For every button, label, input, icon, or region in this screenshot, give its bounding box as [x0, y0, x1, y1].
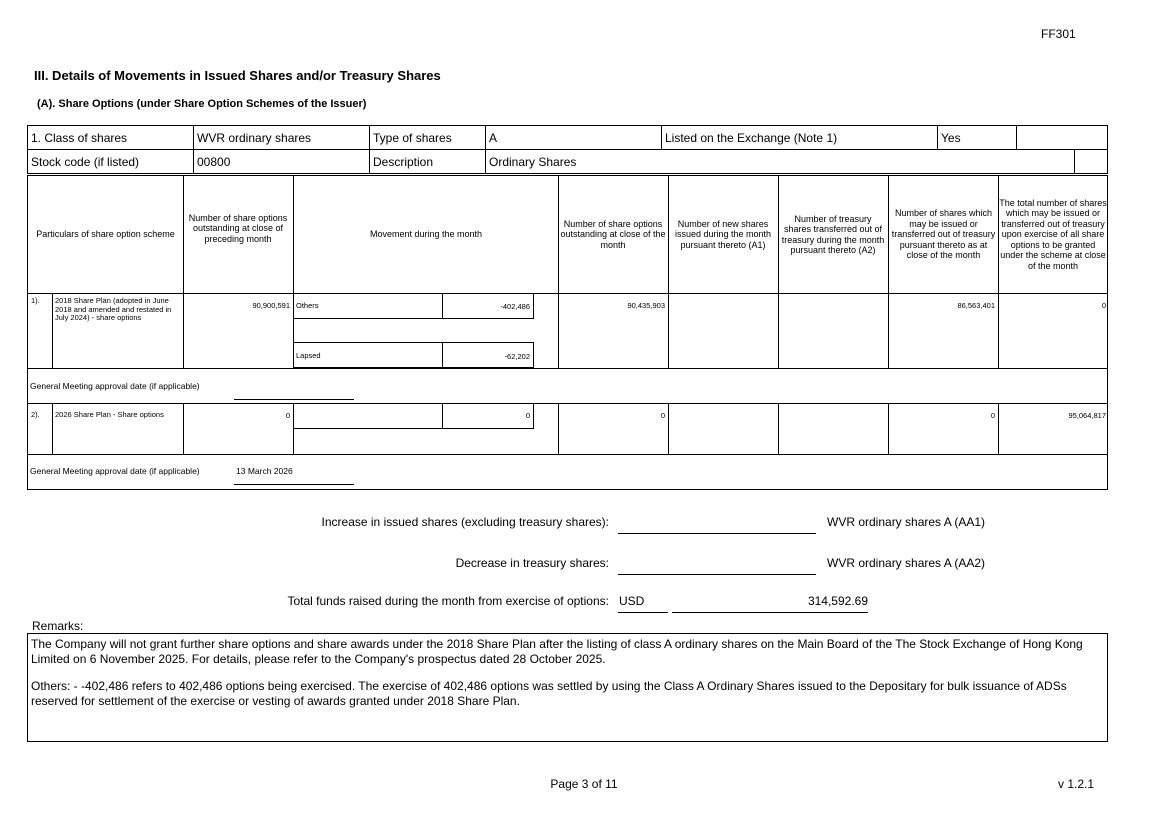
description-value: Ordinary Shares [485, 150, 1074, 173]
general-meeting-date: 13 March 2026 [236, 466, 293, 476]
movement-value: 0 [525, 411, 530, 420]
class-of-shares-value: WVR ordinary shares [193, 126, 369, 149]
scheme-outstanding-prev: 90,900,591 [252, 301, 290, 310]
movement-type: Lapsed [296, 351, 321, 360]
total-funds-currency: USD [619, 594, 645, 608]
scheme-may-be-issued: 86,563,401 [957, 301, 995, 310]
decrease-treasury-shares-label: Decrease in treasury shares: [455, 556, 609, 570]
scheme-index: 1). [31, 296, 40, 305]
header-movement: Movement during the month [369, 229, 483, 240]
stock-code-label: Stock code (if listed) [31, 155, 140, 169]
total-funds-value: 314,592.69 [807, 594, 868, 608]
header-total-number: The total number of shares which may be issued or transferred out of treasury upon exercise of all share options to be granted under the scheme at close of the month [999, 197, 1107, 271]
header-may-be-issued: Number of shares which may be issued or transferred out of treasury pursuant thereto as at close of the month [891, 208, 996, 261]
type-of-shares-label: Type of shares [369, 126, 485, 149]
scheme-may-be-issued: 0 [990, 411, 995, 420]
header-outstanding-prev: Number of share options outstanding at close of preceding month [188, 212, 288, 244]
movement-type-box [293, 403, 443, 429]
header-particulars: Particulars of share option scheme [36, 229, 175, 240]
header-new-shares: Number of new shares issued during the month pursuant thereto (A1) [674, 218, 772, 250]
increase-issued-shares-label: Increase in issued shares (excluding treasury shares): [321, 515, 609, 529]
movement-value: -62,202 [504, 352, 530, 361]
form-code: FF301 [1041, 27, 1076, 41]
stock-code-value: 00800 [193, 150, 369, 173]
subsection-title: (A). Share Options (under Share Option Schemes of the Issuer) [37, 98, 367, 110]
listed-on-exchange-value: Yes [937, 126, 1016, 149]
section-title: III. Details of Movements in Issued Shares and/or Treasury Shares [34, 68, 441, 83]
scheme-total-number: 95,064,817 [1068, 411, 1106, 420]
stock-code-row [27, 149, 1108, 174]
increase-issued-shares-unit: WVR ordinary shares A (AA1) [827, 515, 986, 529]
listed-on-exchange-label: Listed on the Exchange (Note 1) [661, 126, 937, 149]
scheme-index: 2). [31, 410, 40, 419]
header-outstanding-close: Number of share options outstanding at close of the month [560, 218, 666, 250]
remarks-box [27, 633, 1108, 742]
scheme-outstanding-prev: 0 [285, 411, 290, 420]
scheme-outstanding-close: 0 [660, 411, 665, 420]
total-funds-label: Total funds raised during the month from exercise of options: [287, 594, 609, 608]
remarks-paragraph: Others: - -402,486 refers to 402,486 options being exercised. The exercise of 402,486 options was settled by using the Class A Ordinary Shares issued to the Depositary for bulk issuance of ADSs reserved for settlement of the exercise or vesting of awards granted under 2018 Share Plan. [31, 679, 1067, 708]
version-label: v 1.2.1 [1058, 777, 1095, 791]
general-meeting-label: General Meeting approval date (if applicable) [30, 381, 200, 391]
description-label: Description [369, 150, 485, 173]
remarks-paragraph: The Company will not grant further share options and share awards under the 2018 Share Plan after the listing of class A ordinary shares on the Main Board of the The Stock Exchange of Hong Kong Limited on 6 November 2025. For details, please refer to the Company's prospectus dated 28 October 2025. [31, 637, 1083, 666]
share-options-table [27, 175, 1108, 490]
class-of-shares-row [27, 125, 1108, 150]
movement-type: Others [296, 301, 319, 310]
header-treasury-transferred: Number of treasury shares transferred out of treasury during the month pursuant thereto (A2) [781, 213, 885, 255]
scheme-name: 2018 Share Plan (adopted in June 2018 and amended and restated in July 2024) - share options [55, 296, 172, 322]
scheme-total-number: 0 [1101, 301, 1106, 310]
type-of-shares-value: A [485, 126, 661, 149]
blank-cell [1074, 150, 1109, 173]
remarks-label: Remarks: [32, 619, 84, 633]
decrease-treasury-shares-unit: WVR ordinary shares A (AA2) [827, 556, 986, 570]
scheme-name: 2026 Share Plan - Share options [55, 410, 164, 419]
movement-value: -402,486 [500, 302, 530, 311]
page-number: Page 3 of 11 [550, 777, 618, 791]
general-meeting-label: General Meeting approval date (if applicable) [30, 466, 200, 476]
class-of-shares-label: 1. Class of shares [31, 131, 128, 145]
blank-cell [1016, 126, 1109, 149]
scheme-outstanding-close: 90,435,903 [627, 301, 665, 310]
